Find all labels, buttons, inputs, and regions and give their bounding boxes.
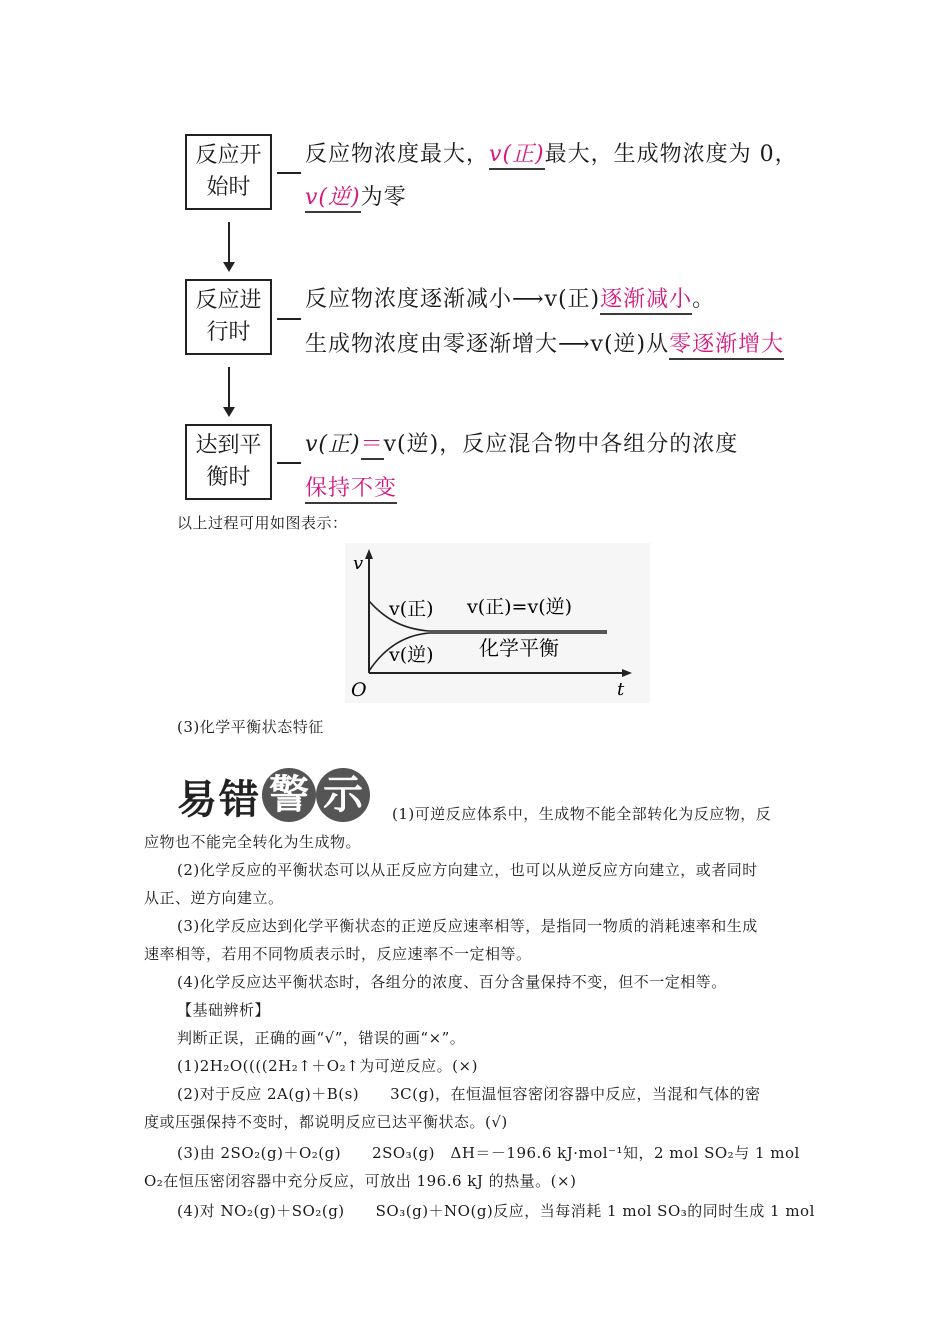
answer-blank: v(正)	[489, 142, 545, 170]
warning-1-line-1: (1)可逆反应体系中，生成物不能全部转化为反应物，反	[392, 805, 772, 823]
y-axis-label: v	[353, 553, 364, 574]
answer-blank: 保持不变	[305, 476, 397, 504]
x-axis-label: t	[617, 679, 625, 700]
answer-blank: v(逆)	[305, 185, 361, 213]
connector-dash	[277, 462, 301, 464]
warning-2-line-2: 从正、逆方向建立。	[144, 889, 284, 907]
down-arrow-icon	[223, 262, 235, 272]
warning-1-line-2: 应物也不能完全转化为生成物。	[144, 833, 362, 851]
connector-dash	[277, 318, 301, 320]
stage-equilibrium-line-2	[305, 471, 397, 502]
stage-box-label: 行时	[206, 320, 251, 345]
annotation-equilibrium: 化学平衡	[479, 636, 559, 660]
stage-box-equilibrium	[185, 424, 272, 500]
warning-3-line-1: (3)化学反应达到化学平衡状态的正逆反应速率相等，是指同一物质的消耗速率和生成	[177, 917, 758, 935]
answer-blank: 零逐渐增大	[669, 332, 784, 360]
stage-equilibrium-line-1: v(正)＝v(逆)，反应混合物中各组分的浓度	[305, 427, 738, 458]
stage-box-label: 达到平	[195, 433, 262, 458]
down-arrow-icon	[223, 407, 235, 417]
stage-start-line-2: v(逆)为零	[305, 180, 407, 211]
feature-heading: (3)化学平衡状态特征	[177, 718, 324, 736]
series-label-forward: v(正)	[389, 598, 434, 620]
answer-blank: 逐渐减小	[600, 287, 692, 315]
warning-4: (4)化学反应达平衡状态时，各组分的浓度、百分含量保持不变，但不一定相等。	[177, 973, 727, 991]
flow-arrow-line	[228, 367, 230, 409]
stage-box-label: 衡时	[206, 465, 251, 490]
chart-caption: 以上过程可用如图表示：	[177, 514, 348, 532]
question-3-line-1: (3)由 2SO₂(g)＋O₂(g) 2SO₃(g) ΔH＝－196.6 kJ·mol⁻¹知，2 mol SO₂与 1 mol	[177, 1144, 800, 1162]
banner-title: 易错	[177, 777, 261, 823]
banner-circle-char: 警	[262, 768, 316, 822]
stage-progress-line-2: 生成物浓度由零逐渐增大⟶v(逆)从零逐渐增大	[305, 327, 784, 358]
stage-box-label: 反应进	[195, 288, 262, 313]
question-2-line-2: 度或压强保持不变时，都说明反应已达平衡状态。(√)	[144, 1113, 508, 1131]
warning-2-line-1: (2)化学反应的平衡状态可以从正反应方向建立，也可以从逆反应方向建立，或者同时	[177, 861, 758, 879]
stage-box-label: 反应开	[195, 143, 262, 168]
chart-background	[345, 543, 650, 703]
banner-circle-char: 示	[316, 768, 370, 822]
question-3-line-2: O₂在恒压密闭容器中充分反应，可放出 196.6 kJ 的热量。(×)	[144, 1172, 577, 1190]
stage-box-progress	[185, 279, 272, 355]
annotation-equal-rates: v(正)=v(逆)	[467, 596, 573, 618]
connector-dash	[277, 172, 301, 174]
question-4: (4)对 NO₂(g)＋SO₂(g) SO₃(g)＋NO(g)反应，当每消耗 1 mol SO₃的同时生成 1 mol	[177, 1202, 815, 1220]
question-1: (1)2H₂O((((2H₂↑＋O₂↑为可逆反应。(×)	[177, 1057, 478, 1075]
basics-heading: 【基础辨析】	[177, 1001, 271, 1019]
warning-3-line-2: 速率相等，若用不同物质表示时，反应速率不一定相等。	[144, 945, 532, 963]
question-2-line-1: (2)对于反应 2A(g)＋B(s) 3C(g)，在恒温恒容密闭容器中反应，当混和气体的密	[177, 1085, 761, 1103]
stage-box-start	[185, 134, 272, 210]
flow-arrow-line	[228, 222, 230, 264]
rate-time-chart	[345, 543, 650, 703]
basics-instruction: 判断正误，正确的画“√”，错误的画“×”。	[177, 1029, 466, 1047]
answer-blank: ＝	[361, 432, 384, 460]
series-label-reverse: v(逆)	[389, 644, 434, 666]
stage-start-line-1: 反应物浓度最大，v(正)最大，生成物浓度为 0，	[305, 137, 798, 168]
stage-progress-line-1: 反应物浓度逐渐减小⟶v(正)逐渐减小。	[305, 282, 715, 313]
stage-box-label: 始时	[206, 175, 251, 200]
origin-label: O	[351, 679, 367, 701]
